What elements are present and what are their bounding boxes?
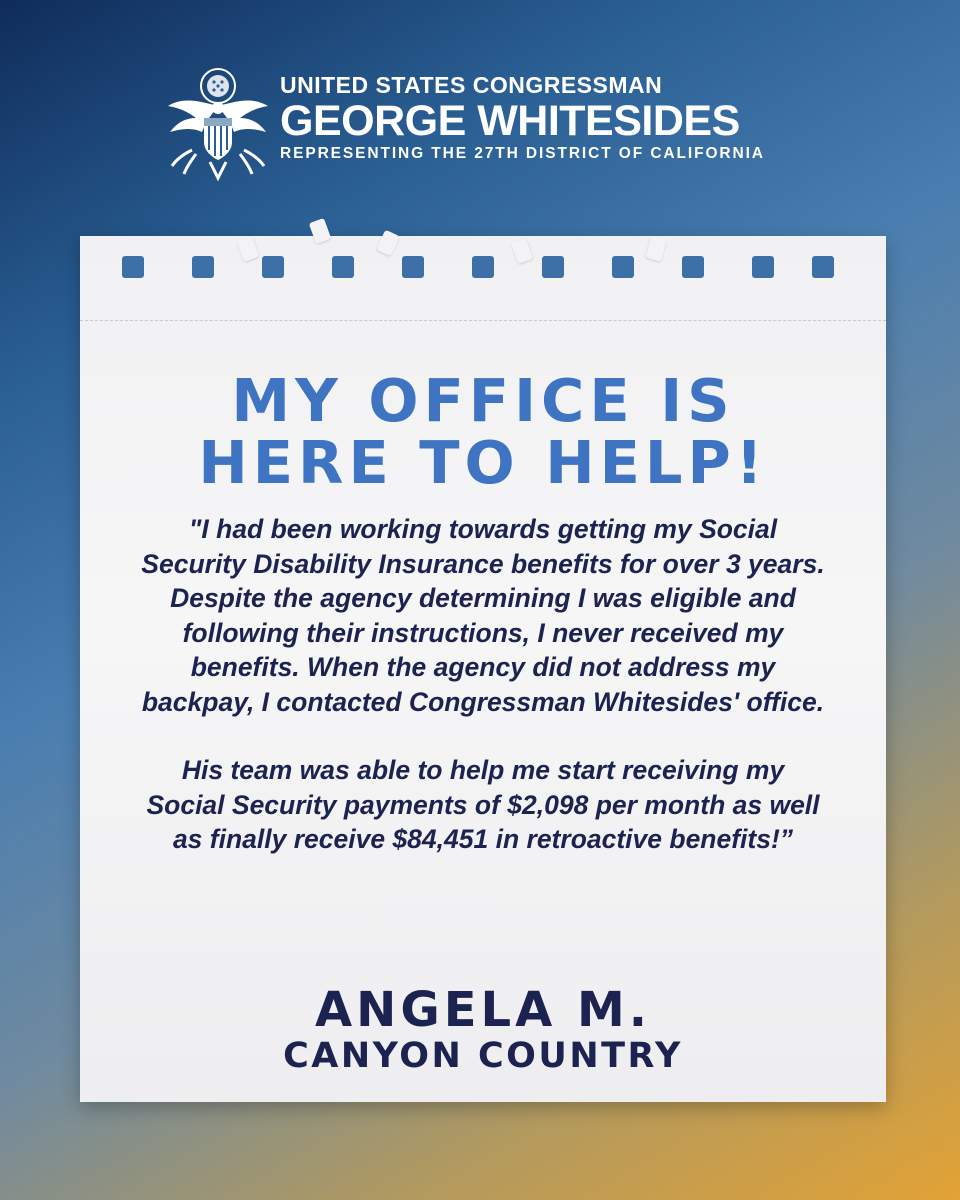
headline-line: MY OFFICE IS [231, 366, 735, 435]
great-seal-eagle-icon [162, 62, 274, 182]
binder-hole [752, 256, 774, 278]
header-title-line: UNITED STATES CONGRESSMAN [280, 72, 663, 98]
author-name: ANGELA M. [315, 982, 651, 1038]
binder-hole [262, 256, 284, 278]
quote-paragraph: His team was able to help me start receiving my Social Security payments of $2,098 per month as well as finally receive $84,451 in retroactive benefits!” [146, 755, 820, 854]
headline-line: HERE TO HELP! [198, 428, 768, 497]
paper-torn-tab [309, 218, 332, 244]
headline [80, 366, 886, 497]
quote-paragraph: "I had been working towards getting my Social Security Disability Insurance benefits for over 3 years. Despite the agency determining I was eligible and following their instructions, I never received my benefits. When the agency did not address my backpay, I contacted Congressman Whitesides' office. [141, 514, 825, 717]
paper-torn-tab [511, 238, 534, 264]
perforation-line [80, 320, 886, 321]
district-line: REPRESENTING THE 27TH DISTRICT OF CALIFORNIA [280, 145, 765, 162]
binder-hole [122, 256, 144, 278]
congressman-name: GEORGE WHITESIDES [280, 97, 740, 145]
binder-hole [612, 256, 634, 278]
congressman-header [162, 62, 802, 182]
binder-hole [332, 256, 354, 278]
binder-hole [682, 256, 704, 278]
binder-hole [192, 256, 214, 278]
binder-hole [472, 256, 494, 278]
author-location: CANYON COUNTRY [283, 1036, 683, 1076]
torn-notebook-paper [80, 236, 886, 1102]
binder-hole [402, 256, 424, 278]
paper-torn-tab [376, 230, 400, 257]
binder-hole [542, 256, 564, 278]
binder-hole [812, 256, 834, 278]
paper-torn-tab [645, 236, 666, 261]
header-text [280, 72, 800, 164]
testimonial-quote [140, 512, 826, 857]
paper-torn-tab [237, 236, 260, 262]
